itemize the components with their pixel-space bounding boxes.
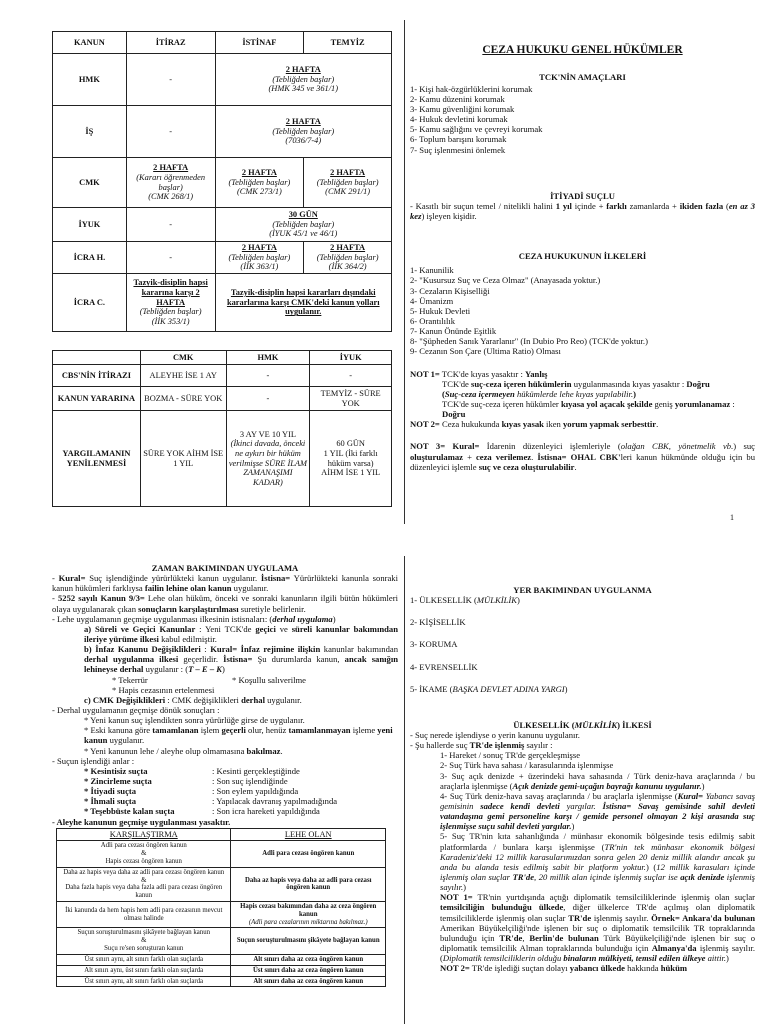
table-row: Üst sınırı aynı, alt sınırı farklı olan suçlarda Alt sınırı daha az ceza öngören kanun xyxy=(57,954,386,965)
list-item: 9- Cezanın Son Çare (Ultima Ratio) Olması xyxy=(410,346,561,357)
list-item: 1- ÜLKESELLİK (MÜLKİLİK) xyxy=(410,595,520,606)
duration: 2 HAFTA xyxy=(330,168,366,178)
duration: 2 HAFTA xyxy=(330,243,366,253)
note-2: NOT 2= TR'de işlediği suçtan dolayı yabancı ülkede hakkında hüküm xyxy=(440,963,688,974)
table-row: Üst sınırı aynı, alt sınırı farklı olan suçlarda Alt sınırı daha az ceza öngören kanun xyxy=(57,976,386,987)
paragraph: - Suç nerede işlendiyse o yerin kanunu uygulanır. xyxy=(410,729,580,740)
yer-section xyxy=(410,585,755,973)
start-note: (Tebliğden başlar) xyxy=(316,252,379,262)
paragraph: - Şu hallerde suç TR'de işlenmiş sayılır : xyxy=(410,740,553,751)
header-istinaf: İSTİNAF xyxy=(215,32,304,54)
cbs-table xyxy=(52,350,392,507)
page-divider-bottom xyxy=(404,556,405,1024)
cell-hmk: - xyxy=(226,387,310,411)
paragraph: - Derhal uygulamanın geçmişe dönük sonuçları : xyxy=(52,704,220,715)
start-note: (Tebliğden başlar) xyxy=(316,177,379,187)
list-item: * Yeni kanunun lehe / aleyhe olup olmamasına bakılmaz. xyxy=(84,745,283,756)
paragraph: - Kural= Suç işlendiğinde yürürlükteki kanun uygulanır. İstisna= Yürürlükteki kanunla sonraki kanun hükümleri farklıysa failin lehine olan kanun uygulanır. xyxy=(52,573,398,594)
paragraph: a) Süreli ve Geçici Kanunlar : Yeni TCK'de geçici ve süreli kanunlar bakımından ileriye yürüme ilkesi kabul edilmiştir. xyxy=(84,623,398,644)
list-item: 5- Kamu sağlığını ve çevreyi korumak xyxy=(410,124,543,135)
cell-istinaf-temyiz xyxy=(215,54,391,106)
table-row-icra-h xyxy=(53,242,392,274)
duration: 2 HAFTA xyxy=(241,168,277,178)
duration: 2 HAFTA xyxy=(153,163,189,173)
cell-itiraz: - xyxy=(126,106,215,158)
list-item: * Zincirleme suçta : Son suç işlendiğinde xyxy=(84,775,288,786)
note-1-c: (Suç-ceza içermeyen hükümlerde lehe kıyas yapılabilir.) xyxy=(442,388,636,399)
cell-hmk: - xyxy=(226,365,310,387)
cell-iyuk xyxy=(310,411,392,507)
rule-text: Tazyik-disiplin hapsi kararları dışındaki kararlarına karşı CMK'deki kanun yolları uygulanır. xyxy=(226,288,380,317)
paragraph: - Suçun işlendiği anlar : xyxy=(52,755,135,766)
list-item: 1- Hareket / sonuç TR'de gerçekleşmişse xyxy=(440,750,581,761)
itiyadi-text: - Kasıtlı bir suçun temel / nitelikli halini 1 yıl içinde + farklı zamanlarda + ikiden fazla (en az 3 kez) işleyen kişidir. xyxy=(410,200,755,221)
section-title-amac: TCK'NİN AMAÇLARI xyxy=(539,71,626,82)
start-note: (Tebliğden başlar) xyxy=(272,126,335,136)
start-note: (Kararı öğrenmeden başlar) xyxy=(136,172,206,192)
header-itiraz: İTİRAZ xyxy=(126,32,215,54)
start-note: (Tebliğden başlar) xyxy=(272,74,335,84)
header-temyiz: TEMYİZ xyxy=(304,32,392,54)
list-item: 1- Kişi hak-özgürlüklerini korumak xyxy=(410,83,533,94)
cell-itiraz: - xyxy=(126,242,215,274)
cell-iyuk: TEMYİZ - SÜRE YOK xyxy=(310,387,392,411)
table-row-iyuk xyxy=(53,208,392,242)
cell-iyuk: - xyxy=(310,365,392,387)
table-row-cmk xyxy=(53,158,392,208)
header-hmk: HMK xyxy=(226,351,310,365)
row-label: İCRA C. xyxy=(73,297,105,307)
suc-anlari-list xyxy=(52,766,398,817)
paragraph: - Lehe uygulamanın geçmişe uygulanması ilkesinin istisnaları: (derhal uygulama) xyxy=(52,613,336,624)
section-title-yer: YER BAKIMINDAN UYGULANMA xyxy=(513,585,652,595)
zaman-section xyxy=(52,563,398,987)
header-karsilastirma: KARŞILAŞTIRMA xyxy=(57,828,231,841)
article-ref: (CMK 273/1) xyxy=(236,187,282,197)
list-item: 7- Kanun Önünde Eşitlik xyxy=(410,326,497,337)
list-item: 5- Suç TR'nin kıta sahanlığında / münhasır ekonomik bölgesinde tesis edilmiş sabit platformlarda / bunlara karşı işlenmişse (TR'nin tek münhasır ekonomik bölgesi Karadeniz'deki 12 millik karasularımızdan sonra gelen 20 deniz millik alandır ancak şu anda bu alanda tesis edilmiş sabit bir platform yoktur.) (12 millik karasuları içinde işlenmiş olan suçlar TR'de, 20 millik alan içinde işlenmiş suçlar ise açık denizde işlenmiş sayılır.) xyxy=(440,831,755,893)
cell-istinaf xyxy=(215,158,304,208)
article-ref: (CMK 291/1) xyxy=(325,187,371,197)
table-row-cbs-itiraz xyxy=(53,365,392,387)
table-row: Alt sınırı aynı, üst sınırı farklı olan suçlarda Üst sınırı daha az ceza öngören kanun xyxy=(57,965,386,976)
section-title-ulkesellik: ÜLKESELLİK (MÜLKİLİK) İLKESİ xyxy=(513,719,652,730)
page1-right-column xyxy=(410,44,755,472)
cell-itiraz xyxy=(126,158,215,208)
list-item: 3- Suç açık denizde + üzerindeki hava sahasında / Türk deniz-hava araçlarında / bu araçlarla işlenmişse (Açık denizde gemi-uçağın bayrağı kanunu uygulanır.) xyxy=(440,770,755,791)
header-empty xyxy=(53,351,141,365)
duration: 2 HAFTA xyxy=(285,117,321,127)
amac-list xyxy=(410,84,755,155)
list-item: * Hapis cezasının ertelenmesi xyxy=(112,684,215,695)
note-1: NOT 1= TCK'de kıyas yasaktır : Yanlış xyxy=(410,368,548,379)
cell-temyiz xyxy=(304,242,392,274)
duration: 2 HAFTA xyxy=(241,243,277,253)
note-2: NOT 2= Ceza hukukunda kıyas yasak iken yorum yapmak serbesttir. xyxy=(410,419,659,430)
duration: 60 GÜN xyxy=(336,439,365,449)
article-ref: (7036/7-4) xyxy=(285,136,322,146)
row-label: KANUN YARARINA xyxy=(57,393,136,403)
karsilastirma-table xyxy=(56,828,386,988)
list-item: * Yeni kanun suç işlendikten sonra yürürlüğe girse de uygulanır. xyxy=(84,715,305,726)
article-ref: (CMK 268/1) xyxy=(148,192,194,202)
page-divider-top xyxy=(404,20,405,524)
list-item: * Eski kanuna göre tamamlanan işlem geçerli olur, henüz tamamlanmayan işleme yeni kanun uygulanır. xyxy=(84,725,393,746)
article-ref: (İYUK 45/1 ve 46/1) xyxy=(269,229,338,239)
paragraph: b) İnfaz Kanunu Değişiklikleri : Kural= İnfaz rejimine ilişkin kanunlar bakımından derhal uygulanma ilkesi geçerlidir. İstisna= Şu durumlarda kanun, ancak sanığın lehineyse derhal uygulanır : (T – E – K) xyxy=(84,644,399,675)
kanun-yolu-table xyxy=(52,31,392,332)
page-number: 1 xyxy=(730,513,734,522)
cell-temyiz xyxy=(304,158,392,208)
article-ref: (İİK 353/1) xyxy=(151,316,190,326)
article-ref: (İİK 363/1) xyxy=(240,262,279,272)
header-iyuk: İYUK xyxy=(310,351,392,365)
list-item: 1- Kanunilik xyxy=(410,265,454,276)
list-item: 6- Orantılılık xyxy=(410,315,456,326)
ulkesellik-list xyxy=(410,750,755,973)
table-row-yenilenme xyxy=(53,411,392,507)
cell-istinaf-temyiz xyxy=(215,208,391,242)
list-item: * İhmali suçta : Yapılacak davranış yapılmadığında xyxy=(84,796,338,807)
list-item: * Teşebbüste kalan suçta : Son icra hareketi yapıldığında xyxy=(84,806,320,817)
article-ref: (İİK 364/2) xyxy=(328,262,367,272)
list-item: 4- Hukuk devletini korumak xyxy=(410,114,508,125)
section-title-ilkeler: CEZA HUKUKUNUN İLKELERİ xyxy=(518,251,647,262)
table-row-hmk xyxy=(53,54,392,106)
row-label: HMK xyxy=(78,74,100,84)
list-item: 2- Kamu düzenini korumak xyxy=(410,93,505,104)
ilke-list xyxy=(410,265,755,356)
cell-itiraz: - xyxy=(126,54,215,106)
table-row-kanun-yararina xyxy=(53,387,392,411)
duration: 2 HAFTA xyxy=(285,65,321,75)
note-3: NOT 3= Kural= İdarenin düzenleyici işlemleriyle (olağan CBK, yönetmelik vb.) suç oluşturulamaz + ceza verilemez. İstisna= OHAL CBK'leri kanun hükmünde olduğu için bu düzenleyici işlemle suç ve ceza oluşturulabilir. xyxy=(410,441,755,472)
list-item: 2- "Kusursuz Suç ve Ceza Olmaz" (Anayasada yoktur.) xyxy=(410,275,601,286)
cell-itiraz: - xyxy=(126,208,215,242)
row-label: İŞ xyxy=(85,126,94,136)
list-item: 2- KİŞİSELLİK xyxy=(410,617,466,628)
note: (İkinci davada, önceki ne aykırı bir hüküm verilmişse SÜRE İLAM ZAMANAŞIMI KADAR) xyxy=(228,439,307,487)
table-row-icra-c xyxy=(53,274,392,332)
page-title: CEZA HUKUKU GENEL HÜKÜMLER xyxy=(482,44,683,56)
note: AİHM İSE 1 YIL xyxy=(321,468,381,478)
paragraph: - Aleyhe kanunun geçmişe uygulanması yasaktır. xyxy=(52,816,231,827)
list-item: 5- İKAME (BAŞKA DEVLET ADINA YARGI) xyxy=(410,683,568,694)
duration: 30 GÜN xyxy=(288,210,318,220)
cell-istinaf-temyiz xyxy=(215,106,391,158)
row-label: İCRA H. xyxy=(73,252,106,262)
cell-istinaf-temyiz xyxy=(215,274,391,332)
list-item: 4- Suç Türk deniz-hava savaş araçlarında / bu araçlarla işlenmişse (Kural= Yabancı savaş gemisinin sadece kendi devleti yargılar. İstisna= Savaş gemisinde sahil devleti vatandaşına gemi personeline karşı / gemide personel olmayan 2 kişi arasında suç işlenmişse suçu sahil devleti yargılar.) xyxy=(440,790,756,832)
paragraph: - 5252 sayılı Kanun 9/3= Lehe olan hüküm, önceki ve sonraki kanunların ilgili bütün hükümleri olaya uygulanarak çıkan sonuçların karşılaştırılması suretiyle belirlenir. xyxy=(52,593,398,614)
list-item: * Kesintisiz suçta : Kesinti gerçekleştiğinde xyxy=(84,765,300,776)
row-label: CBS'NİN İTİRAZI xyxy=(61,370,131,380)
row-label: CMK xyxy=(79,177,100,187)
table-row: İki kanunda da hem hapis hem adli para cezasının mevcut olması halinde Hapis cezası bakımından daha az ceza öngören kanun (Adli para cezalarının miktarına bakılmaz.) xyxy=(57,902,386,928)
header-cmk: CMK xyxy=(140,351,226,365)
list-item: 8- "Şüpheden Sanık Yararlanır" (In Dubio Pro Reo) (TCK'de yoktur.) xyxy=(410,336,648,347)
list-item: * Tekerrür * Koşullu salıverilme xyxy=(112,674,306,685)
start-note: (Tebliğden başlar) xyxy=(228,177,291,187)
duration: Tazyik-disiplin hapsi kararına karşı 2 HAFTA xyxy=(133,278,208,307)
paragraph: c) CMK Değişiklikleri : CMK değişiklikleri derhal uygulanır. xyxy=(84,694,302,705)
cell-cmk: SÜRE YOK AİHM İSE 1 YIL xyxy=(140,411,226,507)
list-item: 7- Suç işlenmesini önlemek xyxy=(410,144,506,155)
row-label: YARGILAMANIN YENİLENMESİ xyxy=(62,448,131,468)
start-note: (Tebliğden başlar) xyxy=(272,219,335,229)
list-item: 3- Kamu güvenliğini korumak xyxy=(410,103,515,114)
list-item: 3- KORUMA xyxy=(410,639,458,650)
table-row: Daha az hapis veya daha az adli para cezası öngören kanun & Daha fazla hapis veya daha fazla adli para cezası öngören kanun Daha az hapis veya daha az adli para cezası öngören kanun xyxy=(57,867,386,901)
list-item: 3- Cezaların Kişiselliği xyxy=(410,285,490,296)
row-label: İYUK xyxy=(78,219,101,229)
list-item: 5- Hukuk Devleti xyxy=(410,305,471,316)
list-item: 4- Ümanizm xyxy=(410,295,454,306)
table-row-is xyxy=(53,106,392,158)
note-1-d: TCK'de suç-ceza içeren hükümler kıyasa yol açacak şekilde geniş yorumlanamaz : Doğru xyxy=(442,398,735,420)
duration: 3 AY VE 10 YIL xyxy=(239,429,296,439)
note-1-b: TCK'de suç-ceza içeren hükümlerin uygulanmasında kıyas yasaktır : Doğru xyxy=(442,378,710,389)
note-1: NOT 1= TR'nin yurtdışında açtığı diplomatik temsilciliklerinde işlenmiş olan suçlar temsilciliğin bulunduğu ülkede, diğer ülkelerce TR'de açılmış olan diplomatik temsilciliklerde işlenmiş olan suçlar TR'de işlenmiş sayılır. Örnek= Ankara'da bulunan Amerikan Büyükelçiliği'nde işlenen bir suç o diplomatik temsilcilik TR topraklarında bulunduğu için TR'de, Berlin'de bulunan Türk Büyükelçiliği'nde işlenen bir suç o diplomatik temsilcilik Alman topraklarında bulunduğu için Almanya'da işlenmiş sayılır. (Diplomatik temsilciliklerin olduğu binaların mülkiyeti, temsil edilen ülkeye aittir.) xyxy=(440,892,756,964)
table-row: Suçun soruşturulmasını şikâyete bağlayan kanun & Suçu re'sen soruşturan kanun Suçun soruşturulmasını şikâyete bağlayan kanun xyxy=(57,928,386,954)
header-lehe-olan: LEHE OLAN xyxy=(231,828,386,841)
start-note: (Tebliğden başlar) xyxy=(139,307,202,317)
cell-istinaf xyxy=(215,242,304,274)
list-item: * İtiyadi suçta : Son eylem yapıldığında xyxy=(84,786,299,797)
start-note: (Tebliğden başlar) xyxy=(228,252,291,262)
header-kanun: KANUN xyxy=(53,32,127,54)
list-item: 6- Toplum barışını korumak xyxy=(410,134,507,145)
article-ref: (HMK 345 ve 361/1) xyxy=(268,84,339,94)
section-title-itiyadi: İTİYADİ SUÇLU xyxy=(550,190,615,201)
note: 1 YIL (İki farklı hüküm varsa) xyxy=(323,448,378,468)
cell-cmk: BOZMA - SÜRE YOK xyxy=(140,387,226,411)
cell-hmk xyxy=(226,411,310,507)
list-item: 4- EVRENSELLİK xyxy=(410,661,478,672)
table-row: Adli para cezası öngören kanun & Hapis cezası öngören kanun Adli para cezası öngören kanun xyxy=(57,841,386,867)
list-item: 2- Suç Türk hava sahası / karasularında işlenmişse xyxy=(440,760,614,771)
cell-cmk: ALEYHE İSE 1 AY xyxy=(140,365,226,387)
cell-itiraz xyxy=(126,274,215,332)
section-title-zaman: ZAMAN BAKIMINDAN UYGULAMA xyxy=(151,563,299,573)
